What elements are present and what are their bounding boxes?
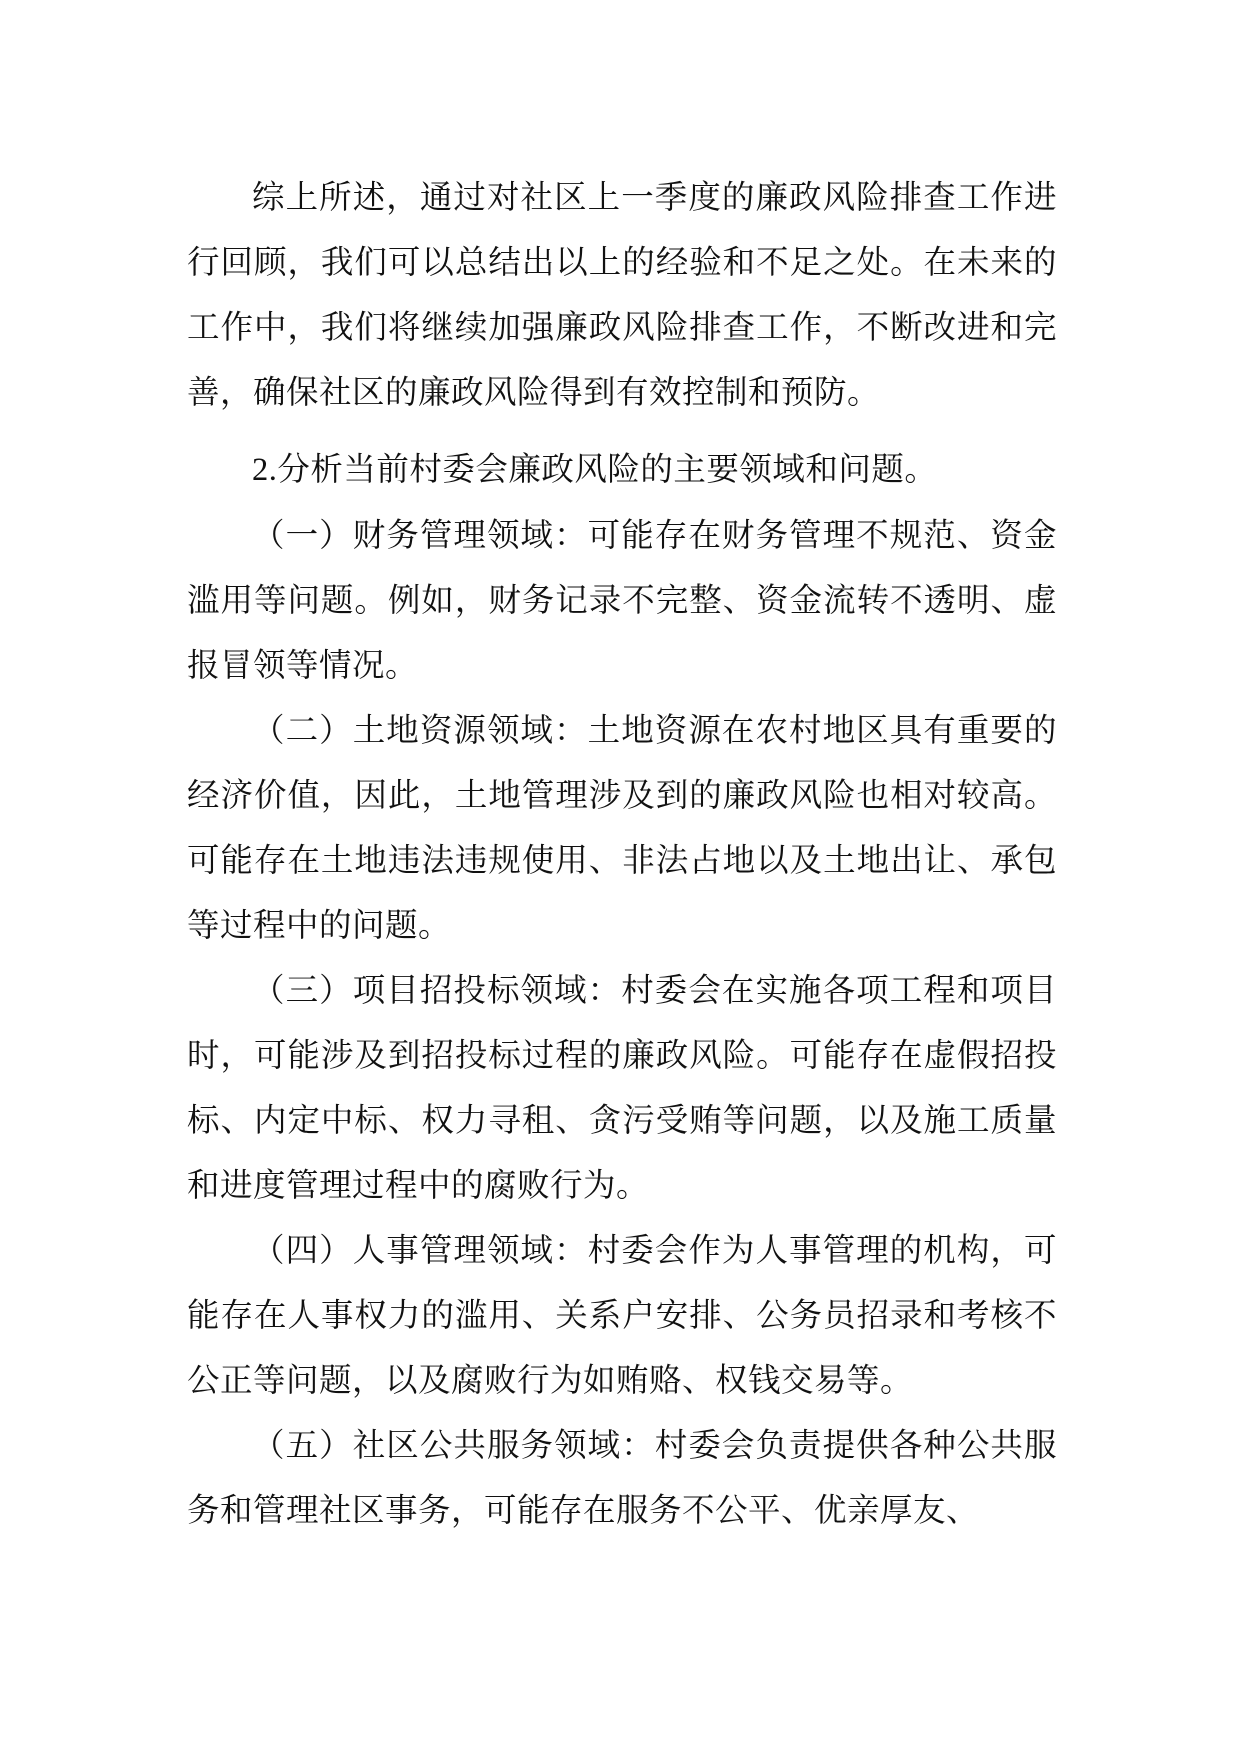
item-finance-paragraph: （一）财务管理领域：可能存在财务管理不规范、资金滥用等问题。例如，财务记录不完整、资金流转不透明、虚报冒领等情况。 xyxy=(187,516,1057,684)
section-heading-text: 分析当前村委会廉政风险的主要领域和问题。 xyxy=(277,450,938,488)
document-body xyxy=(187,165,1057,1543)
section-heading xyxy=(187,437,1057,503)
item-land-paragraph: （二）土地资源领域：土地资源在农村地区具有重要的经济价值，因此，土地管理涉及到的廉政风险也相对较高。可能存在土地违法违规使用、非法占地以及土地出让、承包等过程中的问题。 xyxy=(187,711,1057,944)
item-personnel-paragraph: （四）人事管理领域：村委会作为人事管理的机构，可能存在人事权力的滥用、关系户安排、公务员招录和考核不公正等问题，以及腐败行为如贿赂、权钱交易等。 xyxy=(187,1231,1057,1399)
item-bidding-paragraph: （三）项目招投标领域：村委会在实施各项工程和项目时，可能涉及到招投标过程的廉政风险。可能存在虚假招投标、内定中标、权力寻租、贪污受贿等问题，以及施工质量和进度管理过程中的腐败行为。 xyxy=(187,971,1057,1204)
summary-paragraph: 综上所述，通过对社区上一季度的廉政风险排查工作进行回顾，我们可以总结出以上的经验和不足之处。在未来的工作中，我们将继续加强廉政风险排查工作，不断改进和完善，确保社区的廉政风险得到有效控制和预防。 xyxy=(187,178,1057,411)
item-public-service-paragraph: （五）社区公共服务领域：村委会负责提供各种公共服务和管理社区事务，可能存在服务不公平、优亲厚友、 xyxy=(187,1426,1057,1529)
section-number: 2. xyxy=(252,452,278,488)
